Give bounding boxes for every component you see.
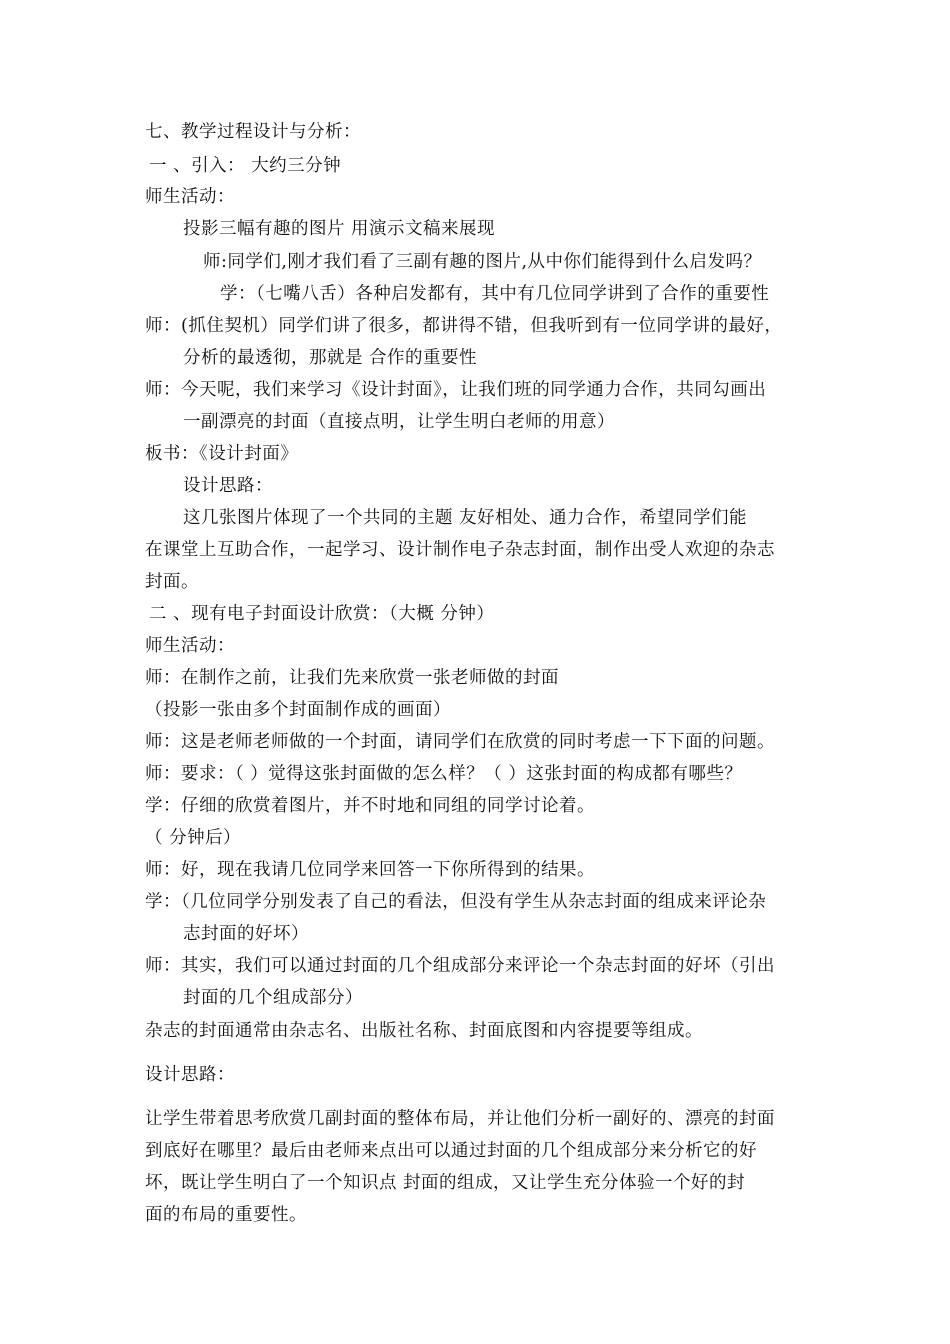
text-line: 师：其实，我们可以通过封面的几个组成部分来评论一个杂志封面的好坏（引出 bbox=[145, 956, 775, 976]
text-line: 师：在制作之前，让我们先来欣赏一张老师做的封面 bbox=[145, 668, 559, 688]
text-line: 封面的几个组成部分） bbox=[183, 988, 363, 1008]
text-line: 师：这是老师老师做的一个封面，请同学们在欣赏的同时考虑一下下面的问题。 bbox=[145, 732, 775, 752]
text-line: 志封面的好坏） bbox=[183, 924, 309, 944]
text-line: 板书：《设计封面》 bbox=[145, 444, 299, 464]
text-line: 让学生带着思考欣赏几副封面的整体布局，并让他们分析一副好的、漂亮的封面 bbox=[145, 1109, 775, 1129]
text-line: 设计思路： bbox=[183, 476, 273, 496]
text-line: 学：（几位同学分别发表了自己的看法，但没有学生从杂志封面的组成来评论杂 bbox=[145, 892, 767, 912]
text-line: 分析的最透彻，那就是 合作的重要性 bbox=[183, 348, 478, 368]
text-line: 一副漂亮的封面（直接点明，让学生明白老师的用意） bbox=[183, 412, 615, 432]
text-line: （ 分钟后） bbox=[145, 828, 242, 848]
text-line: 学：（七嘴八舌）各种启发都有，其中有几位同学讲到了合作的重要性 bbox=[220, 284, 770, 304]
text-line: 设计思路： bbox=[145, 1065, 235, 1085]
text-line: 师：今天呢，我们来学习《设计封面》，让我们班的同学通力合作，共同勾画出 bbox=[145, 380, 767, 400]
text-line: 师:同学们,刚才我们看了三副有趣的图片,从中你们能得到什么启发吗？ bbox=[203, 252, 762, 272]
text-line: 这几张图片体现了一个共同的主题 友好相处、通力合作，希望同学们能 bbox=[183, 508, 748, 528]
text-line: 学：仔细的欣赏着图片，并不时地和同组的同学讨论着。 bbox=[145, 796, 595, 816]
text-line: （投影一张由多个封面制作成的画面） bbox=[145, 700, 451, 720]
text-line: 师：要求：（ ）觉得这张封面做的怎么样？（ ）这张封面的构成都有哪些？ bbox=[145, 764, 743, 784]
text-line: 杂志的封面通常由杂志名、出版社名称、封面底图和内容提要等组成。 bbox=[145, 1021, 703, 1041]
text-line: 师生活动： bbox=[145, 636, 235, 656]
text-line: 投影三幅有趣的图片 用演示文稿来展现 bbox=[183, 219, 496, 239]
section-heading-seven: 七、教学过程设计与分析： bbox=[145, 122, 361, 142]
subsection-heading-intro: 一 、引入： 大约三分钟 bbox=[149, 156, 342, 176]
subsection-heading-appreciation: 二 、现有电子封面设计欣赏：（大概 分钟） bbox=[149, 604, 495, 624]
text-line: 封面。 bbox=[145, 572, 199, 592]
text-line: 师生活动： bbox=[145, 187, 235, 207]
text-line: 师：(抓住契机）同学们讲了很多，都讲得不错，但我听到有一位同学讲的最好， bbox=[145, 316, 783, 336]
text-line: 在课堂上互助合作，一起学习、设计制作电子杂志封面，制作出受人欢迎的杂志 bbox=[145, 540, 775, 560]
text-line: 坏，既让学生明白了一个知识点 封面的组成，又让学生充分体验一个好的封 bbox=[145, 1173, 746, 1193]
text-line: 到底好在哪里？最后由老师来点出可以通过封面的几个组成部分来分析它的好 bbox=[145, 1141, 757, 1161]
text-line: 面的布局的重要性。 bbox=[145, 1205, 307, 1225]
text-line: 师：好，现在我请几位同学来回答一下你所得到的结果。 bbox=[145, 860, 595, 880]
